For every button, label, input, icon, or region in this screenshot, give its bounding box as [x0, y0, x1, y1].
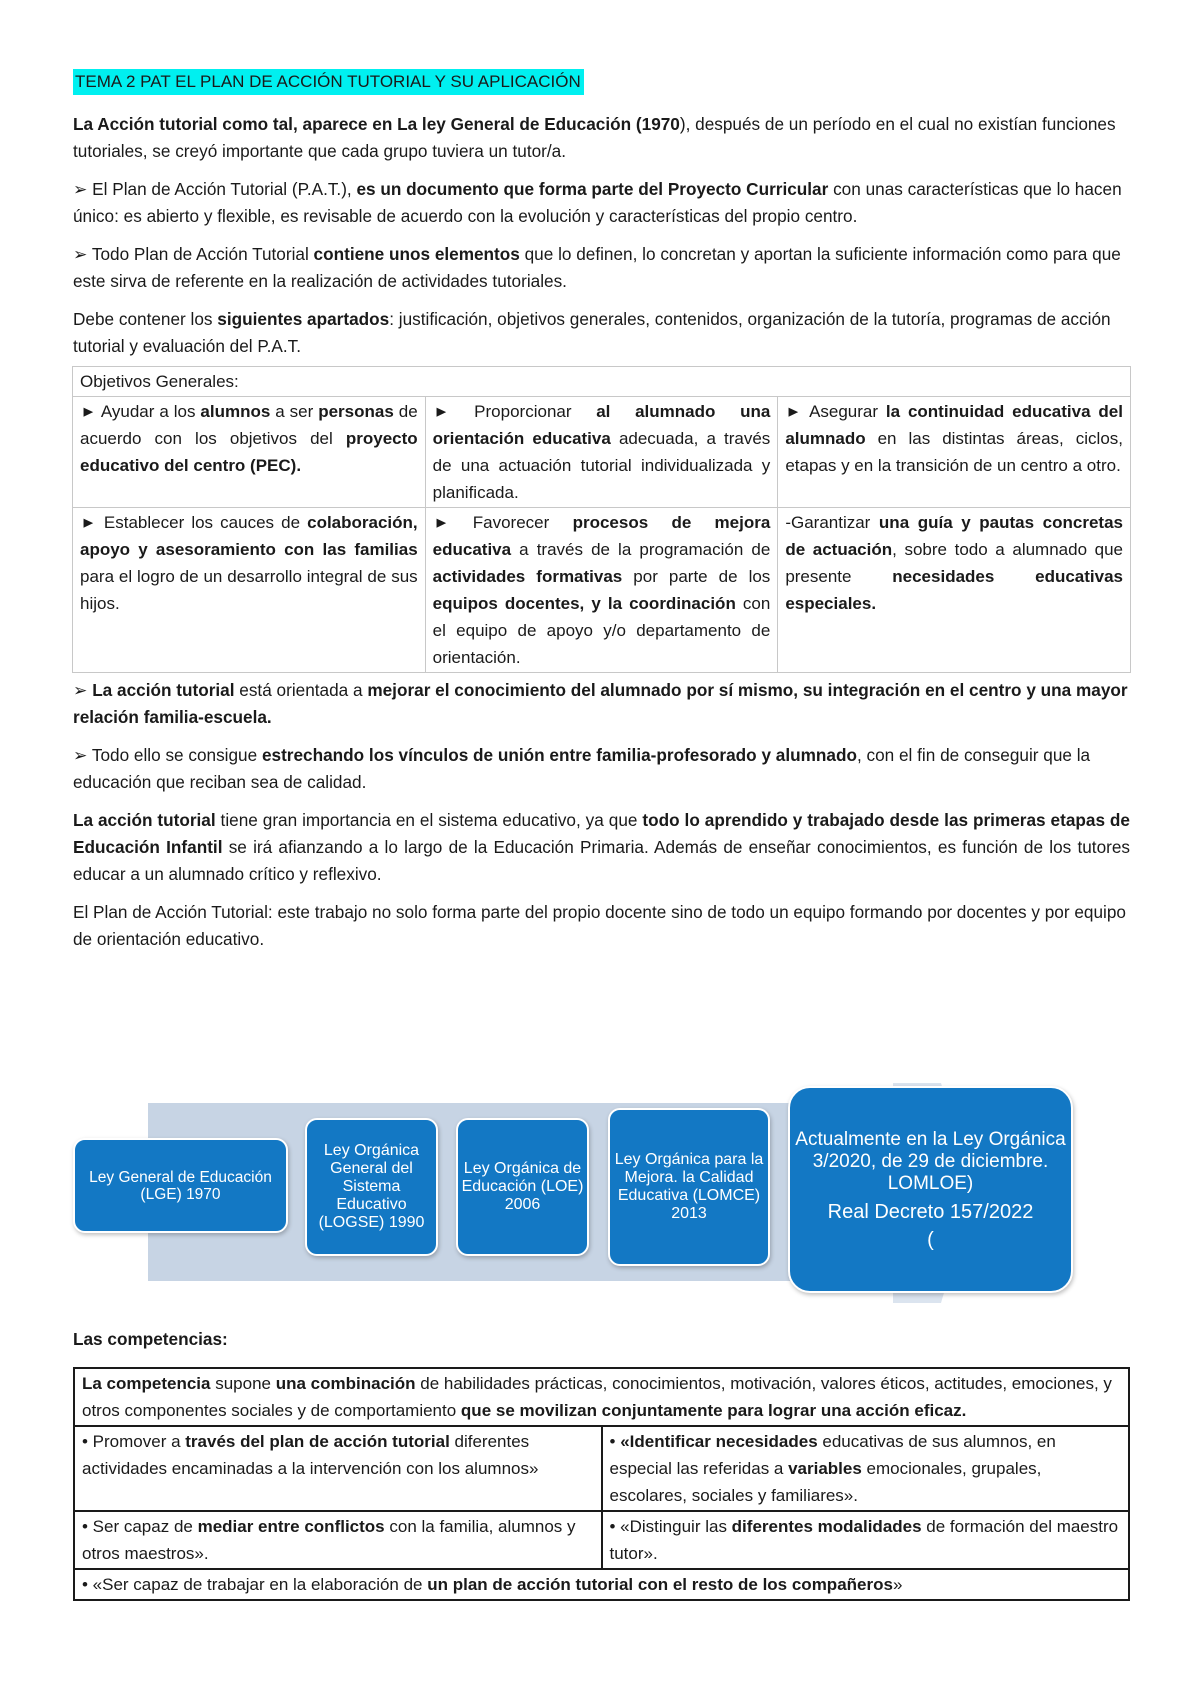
arrow-bullet-icon: ➢ [73, 745, 88, 765]
objective-cell: ► Ayudar a los alumnos a ser personas de acuerdo con los objetivos del proyecto educativo del centro (PEC). [73, 397, 426, 508]
bullet-icon: • [82, 1432, 88, 1451]
lomloe-text: Actualmente en la Ley Orgánica 3/2020, de 29 de diciembre. LOMLOE) [795, 1128, 1066, 1194]
objectives-header: Objetivos Generales: [73, 367, 1131, 397]
objective-cell: ► Establecer los cauces de colaboración, apoyo y asesoramiento con las familias para el logro de un desarrollo integral de sus hijos. [73, 508, 426, 673]
paragraph-links: ➢ Todo ello se consigue estrechando los vínculos de unión entre familia-profesorado y alumnado, con el fin de conseguir que la educación que reciban sea de calidad. [73, 745, 1091, 792]
triangle-bullet-icon: ► [785, 402, 802, 421]
competencias-table [73, 1367, 1130, 1601]
bullet-icon: • [609, 1432, 616, 1451]
paragraph-importance: La acción tutorial tiene gran importancia en el sistema educativo, ya que todo lo aprendido y trabajado desde las primeras etapas de Educación Infantil se irá afianzando a lo largo de la Educación Primaria. Además de enseñar conocimientos, es función de los tutores educar a un alumnado crítico y reflexivo. [73, 810, 1130, 884]
arrow-bullet-icon: ➢ [73, 680, 88, 700]
objective-cell: -Garantizar una guía y pautas concretas de actuación, sobre todo a alumnado que presente necesidades educativas especiales. [778, 508, 1131, 673]
document-title: TEMA 2 PAT EL PLAN DE ACCIÓN TUTORIAL Y SU APLICACIÓN [73, 69, 584, 95]
bullet-icon: • [609, 1517, 616, 1536]
objective-cell: ► Favorecer procesos de mejora educativa a través de la programación de actividades formativas por parte de los equipos docentes, y la coordinación con el equipo de apoyo y/o departamento de orientación. [425, 508, 778, 673]
paragraph-pat-elements: ➢ Todo Plan de Acción Tutorial contiene unos elementos que lo definen, lo concretan y aportan la suficiente información como para que este sirva de referente en la realización de actividades tutoriales. [73, 244, 1121, 291]
paragraph-team: El Plan de Acción Tutorial: este trabajo no solo forma parte del propio docente sino de todo un equipo formando por docentes y por equipo de orientación educativo. [73, 902, 1126, 949]
bullet-icon: • [82, 1517, 88, 1536]
laws-timeline-diagram [73, 1083, 1073, 1303]
law-box-logse: Ley Orgánica General del Sistema Educativo (LOGSE) 1990 [305, 1118, 438, 1256]
paragraph-orientation: ➢ La acción tutorial está orientada a mejorar el conocimiento del alumnado por sí mismo, su integración en el centro y una mayor relación familia-escuela. [73, 680, 1128, 727]
document-page [73, 68, 1130, 964]
objective-cell: ► Asegurar la continuidad educativa del alumnado en las distintas áreas, ciclos, etapas y en la transición de un centro a otro. [778, 397, 1131, 508]
triangle-bullet-icon: ► [433, 402, 450, 421]
paren-text: ( [927, 1228, 934, 1251]
objectives-table [72, 366, 1131, 673]
objective-cell: ► Proporcionar al alumnado una orientación educativa adecuada, a través de una actuación tutorial individualizada y planificada. [425, 397, 778, 508]
paragraph-pat-definition: ➢ El Plan de Acción Tutorial (P.A.T.), es un documento que forma parte del Proyecto Curricular con unas características que lo hacen único: es abierto y flexible, es revisable de acuerdo con la evolución y características del propio centro. [73, 179, 1122, 226]
competencias-heading: Las competencias: [73, 1329, 228, 1349]
arrow-bullet-icon: ➢ [73, 244, 88, 264]
competencia-definition-cell: La competencia supone una combinación de habilidades prácticas, conocimientos, motivación, valores éticos, actitudes, emociones, y otros componentes sociales y de comportamiento que se movilizan conjuntamente para lograr una acción eficaz. [74, 1368, 1129, 1426]
triangle-bullet-icon: ► [80, 402, 97, 421]
competencias-section [73, 1326, 1130, 1601]
triangle-bullet-icon: ► [433, 513, 450, 532]
real-decreto-text: Real Decreto 157/2022 [827, 1200, 1034, 1223]
triangle-bullet-icon: ► [80, 513, 97, 532]
competencia-cell: • Promover a través del plan de acción tutorial diferentes actividades encaminadas a la intervención con los alumnos» [74, 1426, 602, 1511]
law-box-lomce: Ley Orgánica para la Mejora. la Calidad Educativa (LOMCE) 2013 [608, 1108, 770, 1266]
competencia-cell: • «Ser capaz de trabajar en la elaboración de un plan de acción tutorial con el resto de los compañeros» [74, 1569, 1129, 1600]
law-box-lomloe [788, 1086, 1073, 1293]
law-box-lge: Ley General de Educación (LGE) 1970 [73, 1138, 288, 1233]
competencia-cell: • Ser capaz de mediar entre conflictos con la familia, alumnos y otros maestros». [74, 1511, 602, 1569]
paragraph-sections: Debe contener los siguientes apartados: justificación, objetivos generales, contenidos, organización de la tutoría, programas de acción tutorial y evaluación del P.A.T. [73, 309, 1111, 356]
competencia-cell: • «Identificar necesidades educativas de sus alumnos, en especial las referidas a variables emocionales, grupales, escolares, sociales y familiares». [602, 1426, 1130, 1511]
paragraph-intro: La Acción tutorial como tal, aparece en La ley General de Educación (1970), después de un período en el cual no existían funciones tutoriales, se creyó importante que cada grupo tuviera un tutor/a. [73, 114, 1116, 161]
law-box-loe: Ley Orgánica de Educación (LOE) 2006 [456, 1118, 589, 1256]
arrow-bullet-icon: ➢ [73, 179, 88, 199]
bullet-icon: • [82, 1575, 88, 1594]
competencia-cell: • «Distinguir las diferentes modalidades de formación del maestro tutor». [602, 1511, 1130, 1569]
